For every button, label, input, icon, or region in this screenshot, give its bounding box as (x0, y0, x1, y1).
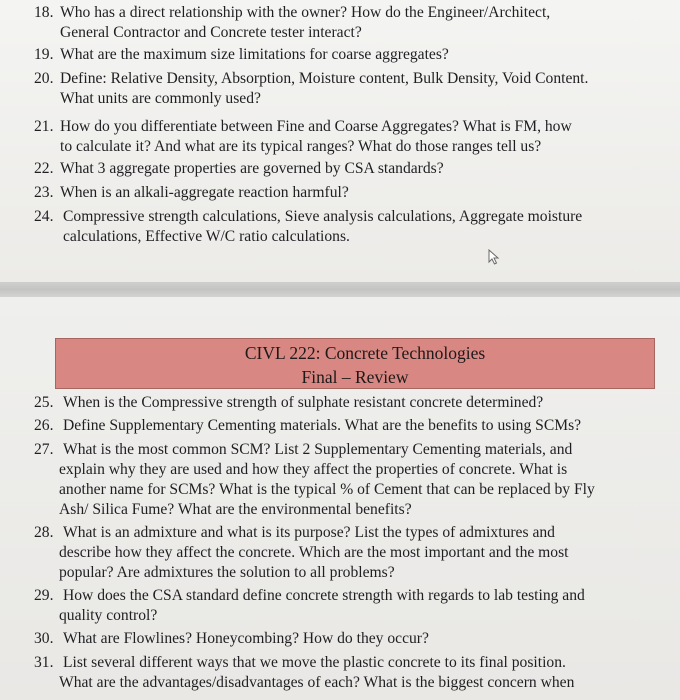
question-number: 25. (34, 394, 54, 411)
question-item-31 (34, 653, 664, 693)
mouse-pointer-icon (487, 249, 501, 265)
question-item-28 (34, 523, 664, 583)
question-item-24 (34, 207, 654, 247)
question-item-26 (34, 416, 664, 436)
question-number: 22. (34, 160, 54, 177)
question-text-line: quality control? (59, 607, 158, 624)
question-item-30 (34, 629, 664, 649)
question-number: 21. (34, 118, 54, 135)
review-header-banner (55, 338, 655, 389)
question-text-line: How does the CSA standard define concrete strength with regards to lab testing and (63, 587, 585, 604)
course-title: CIVL 222: Concrete Technologies (244, 343, 486, 363)
question-text-line: popular? Are admixtures the solution to all problems? (59, 564, 395, 581)
question-text-line: another name for SCMs? What is the typical % of Cement that can be replaced by Fly (59, 481, 595, 498)
question-text-line: What is an admixture and what is its purpose? List the types of admixtures and (63, 524, 555, 541)
question-text-line: describe how they affect the concrete. Which are the most important and the most (59, 544, 569, 561)
page-gap (0, 282, 680, 297)
question-text-line: calculations, Effective W/C ratio calculations. (63, 228, 350, 245)
question-number: 18. (34, 4, 54, 21)
question-text-line: What 3 aggregate properties are governed by CSA standards? (60, 160, 444, 177)
question-item-20 (34, 69, 654, 109)
question-text-line: What are the maximum size limitations for coarse aggregates? (60, 46, 449, 63)
question-number: 31. (34, 654, 54, 671)
question-number: 29. (34, 587, 54, 604)
question-item-23 (34, 183, 654, 203)
question-text-line: What are Flowlines? Honeycombing? How do they occur? (63, 630, 429, 647)
question-text-line: explain why they are used and how they affect the properties of concrete. What is (59, 461, 568, 478)
question-text-line: What units are commonly used? (60, 90, 261, 107)
question-item-29 (34, 586, 664, 626)
question-number: 24. (34, 208, 54, 225)
question-number: 23. (34, 184, 54, 201)
review-subtitle: Final – Review (301, 367, 409, 387)
question-text-line: Define: Relative Density, Absorption, Moisture content, Bulk Density, Void Content. (60, 70, 589, 87)
question-item-22 (34, 159, 654, 179)
question-item-18 (34, 3, 654, 43)
question-text-line: General Contractor and Concrete tester interact? (60, 24, 362, 41)
question-text-line: Compressive strength calculations, Sieve analysis calculations, Aggregate moisture (63, 208, 583, 225)
question-number: 30. (34, 630, 54, 647)
question-item-25 (34, 393, 664, 413)
question-text-line: Define Supplementary Cementing materials. What are the benefits to using SCMs? (63, 417, 582, 434)
question-text-line: to calculate it? And what are its typical ranges? What do those ranges tell us? (60, 138, 542, 155)
question-item-27 (34, 440, 664, 520)
question-text-line: How do you differentiate between Fine and Coarse Aggregates? What is FM, how (60, 118, 572, 135)
question-item-19 (34, 45, 654, 65)
question-text-line: Who has a direct relationship with the owner? How do the Engineer/Architect, (60, 4, 551, 21)
question-text-line: What is the most common SCM? List 2 Supplementary Cementing materials, and (63, 441, 573, 458)
question-number: 28. (34, 524, 54, 541)
question-text-line: When is the Compressive strength of sulphate resistant concrete determined? (63, 394, 544, 411)
question-item-21 (34, 117, 654, 157)
question-text-line: List several different ways that we move the plastic concrete to its final position. (63, 654, 566, 671)
question-text-line: What are the advantages/disadvantages of each? What is the biggest concern when (59, 674, 575, 691)
question-number: 19. (34, 46, 54, 63)
question-text-line: When is an alkali-aggregate reaction harmful? (60, 184, 349, 201)
question-number: 27. (34, 441, 54, 458)
question-number: 26. (34, 417, 54, 434)
question-number: 20. (34, 70, 54, 87)
question-text-line: Ash/ Silica Fume? What are the environmental benefits? (59, 501, 412, 518)
